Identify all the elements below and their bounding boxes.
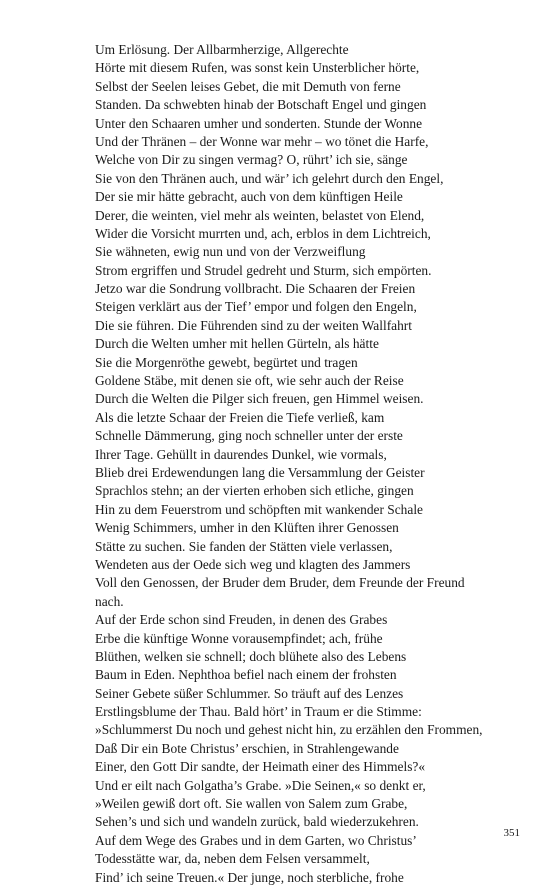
text-line: Sehen’s und sich und wandeln zurück, bald wiederzukehren. [95, 814, 419, 830]
text-line: Blieb drei Erdewendungen lang die Versammlung der Geister [95, 464, 425, 480]
text-line: Einer, den Gott Dir sandte, der Heimath einer des Himmels?« [95, 759, 426, 775]
text-line: Die sie führen. Die Führenden sind zu der weiten Wallfahrt [95, 317, 412, 333]
text-line: Unter den Schaaren umher und sonderten. Stunde der Wonne [95, 115, 423, 131]
text-line: »Weilen gewiß dort oft. Sie wallen von Salem zum Grabe, [95, 796, 408, 812]
text-line: Auf dem Wege des Grabes und in dem Garten, wo Christus’ [95, 832, 417, 848]
text-line: Stätte zu suchen. Sie fanden der Stätten viele verlassen, [95, 538, 393, 554]
text-line: Durch die Welten die Pilger sich freuen, gen Himmel weisen. [95, 391, 424, 407]
text-line: Um Erlösung. Der Allbarmherzige, Allgerechte [95, 42, 349, 57]
text-line: Voll den Genossen, der Bruder dem Bruder, dem Freunde der Freund [95, 575, 465, 591]
text-line: Baum in Eden. Nephthoa befiel nach einem der frohsten [95, 667, 397, 683]
text-line: Und er eilt nach Golgatha’s Grabe. »Die Seinen,« so denkt er, [95, 777, 426, 793]
text-line: Derer, die weinten, viel mehr als weinten, belastet von Elend, [95, 207, 425, 223]
text-line: Auf der Erde schon sind Freuden, in denen des Grabes [95, 612, 388, 628]
text-line: Find’ ich seine Treuen.« Der junge, noch sterbliche, frohe [95, 869, 404, 885]
page-number: 351 [503, 827, 520, 839]
text-line: Ihrer Tage. Gehüllt in daurendes Dunkel, wie vormals, [95, 446, 387, 462]
text-line: Hin zu dem Feuerstrom und schöpften mit wankender Schale [95, 501, 423, 517]
text-line: »Schlummerst Du noch und gehest nicht hin, zu erzählen den Frommen, [95, 722, 483, 738]
text-line: Und der Thränen – der Wonne war mehr – wo tönet die Harfe, [95, 133, 429, 149]
text-line: Wider die Vorsicht murrten und, ach, erblos in dem Lichtreich, [95, 225, 431, 241]
text-line: Erbe die künftige Wonne vorausempfindet; ach, frühe [95, 630, 383, 646]
text-line: Sie wähneten, ewig nun und von der Verzweiflung [95, 244, 366, 260]
text-line: Steigen verklärt aus der Tief’ empor und folgen den Engeln, [95, 299, 417, 315]
text-line: Seiner Gebete süßer Schlummer. So träuft auf des Lenzes [95, 685, 404, 701]
text-line: Sie von den Thränen auch, und wär’ ich gelehrt durch den Engel, [95, 170, 444, 186]
text-line: Strom ergriffen und Strudel gedreht und Sturm, sich empörten. [95, 262, 432, 278]
text-line: nach. [95, 593, 124, 609]
text-line: Selbst der Seelen leises Gebet, die mit Demuth von ferne [95, 78, 401, 94]
text-line: Der sie mir hätte gebracht, auch von dem künftigen Heile [95, 189, 403, 205]
text-line: Todesstätte war, da, neben dem Felsen versammelt, [95, 851, 370, 867]
text-line: Jetzo war die Sondrung vollbracht. Die Schaaren der Freien [95, 281, 416, 297]
poem-text [95, 41, 535, 887]
text-line: Wendeten aus der Oede sich weg und klagten des Jammers [95, 556, 411, 572]
text-line: Welche von Dir zu singen vermag? O, rührt’ ich sie, sänge [95, 152, 408, 168]
text-line: Daß Dir ein Bote Christus’ erschien, in Strahlengewande [95, 740, 399, 756]
text-line: Goldene Stäbe, mit denen sie oft, wie sehr auch der Reise [95, 373, 404, 389]
text-line: Blüthen, welken sie schnell; doch blühete also des Lebens [95, 648, 407, 664]
text-line: Als die letzte Schaar der Freien die Tiefe verließ, kam [95, 409, 385, 425]
text-line: Sie die Morgenröthe gewebt, begürtet und tragen [95, 354, 358, 370]
text-line: Standen. Da schwebten hinab der Botschaft Engel und gingen [95, 97, 427, 113]
text-line: Durch die Welten umher mit hellen Gürteln, als hätte [95, 336, 379, 352]
text-line: Erstlingsblume der Thau. Bald hört’ in Traum er die Stimme: [95, 704, 422, 720]
text-line: Sprachlos stehn; an der vierten erhoben sich etliche, gingen [95, 483, 414, 499]
text-line: Wenig Schimmers, umher in den Klüften ihrer Genossen [95, 520, 399, 536]
text-line: Hörte mit diesem Rufen, was sonst kein Unsterblicher hörte, [95, 60, 420, 76]
text-line: Schnelle Dämmerung, ging noch schneller unter der erste [95, 428, 403, 444]
